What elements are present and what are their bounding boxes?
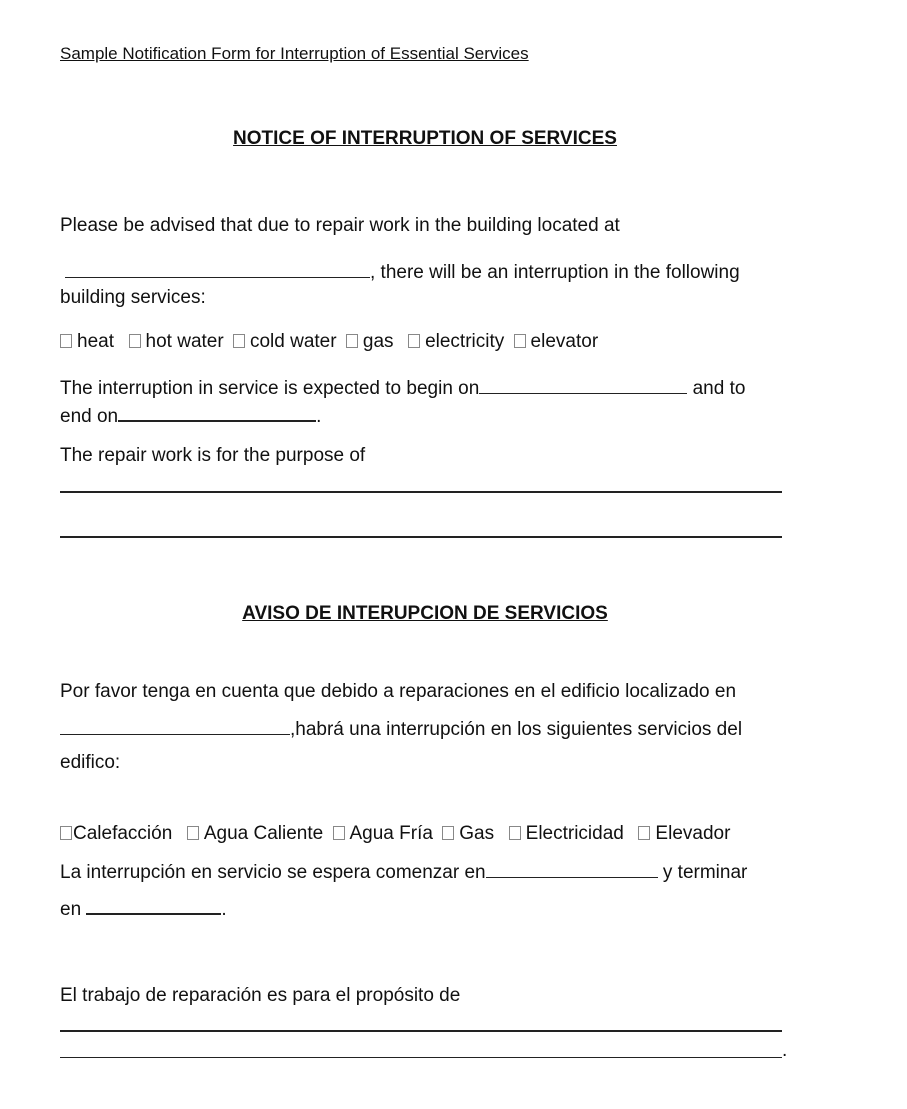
english-intro-cont: , there will be an interruption in the following (370, 262, 740, 283)
english-services-checklist (60, 331, 602, 353)
checkbox-icon[interactable] (638, 826, 650, 840)
spanish-end-line: en . (60, 895, 227, 921)
checkbox-hot-water[interactable]: hot water (129, 331, 224, 352)
checkbox-icon[interactable] (60, 826, 72, 840)
checkbox-agua-fria[interactable]: Agua Fría (333, 823, 433, 844)
checkbox-icon[interactable] (233, 334, 245, 348)
english-end-line: end on . (60, 402, 321, 428)
begin-date-blank[interactable] (479, 375, 687, 394)
spanish-title: AVISO DE INTERUPCION DE SERVICIOS (242, 603, 608, 624)
spanish-begin-line: La interrupción en servicio se espera comenzar en y terminar (60, 859, 747, 884)
spanish-address-line: , habrá una interrupción en los siguientes servicios del (60, 716, 742, 741)
spanish-intro: Por favor tenga en cuenta que debido a reparaciones en el edificio localizado en (60, 681, 737, 702)
checkbox-icon[interactable] (187, 826, 199, 840)
checkbox-cold-water[interactable]: cold water (233, 331, 337, 352)
checkbox-icon[interactable] (509, 826, 521, 840)
english-intro: Please be advised that due to repair work in the building located at (60, 215, 620, 236)
checkbox-heat[interactable]: heat (60, 331, 114, 352)
checkbox-icon[interactable] (346, 334, 358, 348)
purpose-line-1[interactable] (60, 491, 782, 493)
english-title: NOTICE OF INTERRUPTION OF SERVICES (233, 128, 617, 149)
checkbox-icon[interactable] (333, 826, 345, 840)
checkbox-icon[interactable] (60, 334, 72, 348)
checkbox-electricidad[interactable]: Electricidad (509, 823, 624, 844)
direccion-blank[interactable] (60, 716, 290, 735)
checkbox-gas[interactable]: gas (346, 331, 394, 352)
checkbox-icon[interactable] (408, 334, 420, 348)
checkbox-elevator[interactable]: elevator (514, 331, 599, 352)
purpose-line-2[interactable] (60, 536, 782, 538)
checkbox-agua-caliente[interactable]: Agua Caliente (187, 823, 323, 844)
address-blank[interactable] (65, 259, 370, 278)
form-header: Sample Notification Form for Interruption of Essential Services (60, 44, 529, 63)
spanish-services-label: edifico: (60, 752, 121, 773)
english-begin-line: The interruption in service is expected to begin on and to (60, 375, 745, 400)
checkbox-icon[interactable] (442, 826, 454, 840)
english-services-label: building services: (60, 287, 206, 308)
end-date-blank[interactable] (118, 402, 316, 422)
period: . (782, 1040, 788, 1061)
english-purpose: The repair work is for the purpose of (60, 445, 366, 466)
proposito-line-1[interactable] (60, 1030, 782, 1032)
english-address-line (60, 259, 740, 284)
checkbox-calefaccion[interactable]: Calefacción (60, 823, 172, 844)
spanish-services-checklist (60, 823, 734, 845)
fecha-inicio-blank[interactable] (486, 859, 658, 878)
checkbox-elevador[interactable]: Elevador (638, 823, 730, 844)
checkbox-gas-es[interactable]: Gas (442, 823, 494, 844)
fecha-fin-blank[interactable] (86, 895, 221, 915)
checkbox-icon[interactable] (129, 334, 141, 348)
checkbox-electricity[interactable]: electricity (408, 331, 504, 352)
spanish-purpose: El trabajo de reparación es para el propósito de (60, 985, 461, 1006)
checkbox-icon[interactable] (514, 334, 526, 348)
proposito-line-2[interactable] (60, 1057, 782, 1058)
